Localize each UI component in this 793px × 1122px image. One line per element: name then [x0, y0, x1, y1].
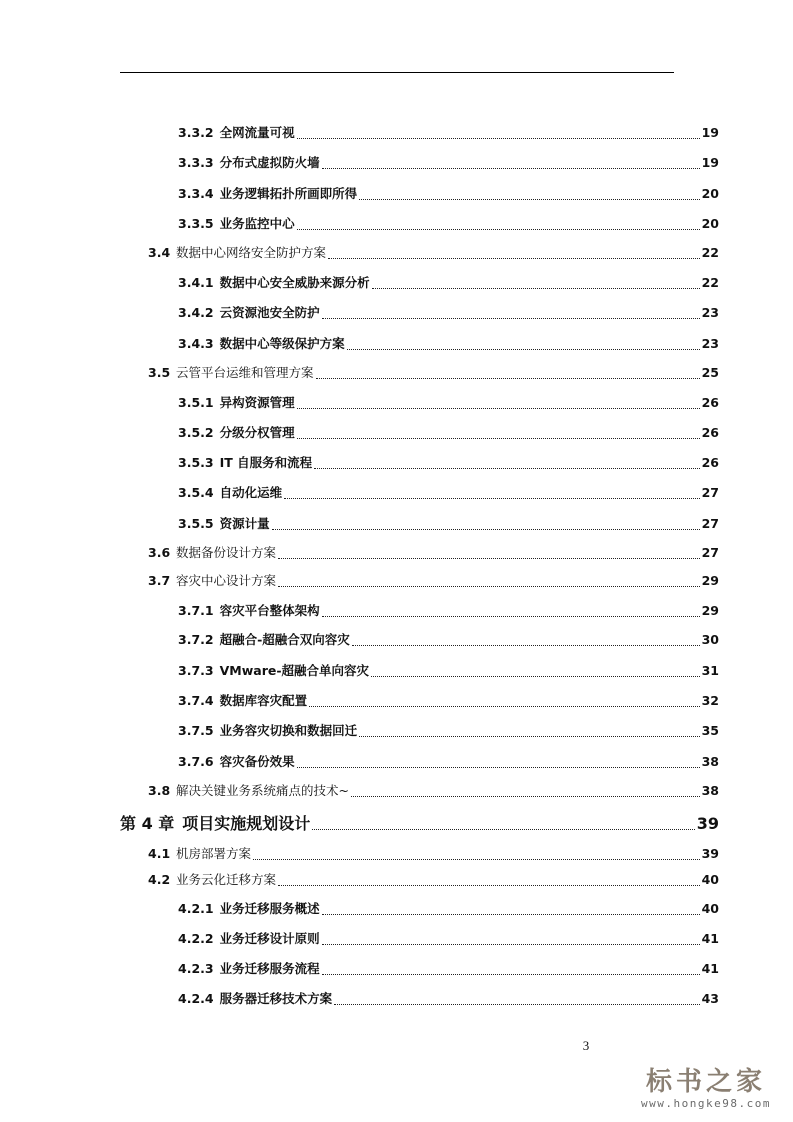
dot-leader [322, 914, 700, 915]
toc-entry-title: 服务器迁移技术方案 [219, 991, 333, 1006]
toc-entry-title: 数据中心网络安全防护方案 [176, 245, 327, 260]
toc-entry-page: 39 [701, 846, 719, 861]
toc-entry-page: 40 [701, 901, 719, 916]
toc-entry[interactable] [148, 781, 719, 801]
watermark-logo [631, 1067, 781, 1110]
dot-leader [322, 616, 700, 617]
toc-entry-number: 3.7.1 [178, 603, 214, 618]
dot-leader [359, 736, 699, 737]
toc-entry-title: 机房部署方案 [176, 846, 252, 861]
toc-entry-page: 23 [701, 336, 719, 351]
toc-entry-title: 自动化运维 [219, 485, 283, 500]
dot-leader [322, 318, 700, 319]
toc-entry[interactable] [178, 721, 719, 741]
toc-entry[interactable] [178, 184, 719, 204]
toc-entry-number: 3.3.5 [178, 216, 214, 231]
toc-entry-number: 3.6 [148, 545, 171, 560]
toc-entry[interactable] [178, 691, 719, 711]
toc-entry[interactable] [178, 303, 719, 323]
toc-entry-page: 29 [701, 603, 719, 618]
toc-entry[interactable] [148, 243, 719, 263]
toc-entry[interactable] [178, 423, 719, 443]
toc-entry[interactable] [178, 483, 719, 503]
toc-entry-number: 3.7.6 [178, 754, 214, 769]
toc-entry[interactable] [148, 870, 719, 890]
dot-leader [297, 408, 700, 409]
toc-entry-page: 30 [701, 632, 719, 647]
toc-entry[interactable] [148, 571, 719, 591]
toc-entry-number: 4.2.3 [178, 961, 214, 976]
dot-leader [309, 706, 699, 707]
dot-leader [278, 586, 700, 587]
toc-entry-title: 业务迁移服务流程 [219, 961, 320, 976]
toc-entry-number: 3.3.2 [178, 125, 214, 140]
toc-entry-page: 25 [701, 365, 719, 380]
toc-entry-title: 业务迁移设计原则 [219, 931, 320, 946]
toc-entry-number: 3.7.2 [178, 632, 214, 647]
toc-entry[interactable] [148, 363, 719, 383]
toc-entry[interactable] [178, 661, 719, 681]
toc-entry-number: 3.7.5 [178, 723, 214, 738]
toc-entry-page: 35 [701, 723, 719, 738]
dot-leader [297, 229, 700, 230]
dot-leader [314, 468, 699, 469]
toc-entry-page: 20 [701, 186, 719, 201]
dot-leader [278, 885, 700, 886]
toc-entry[interactable] [178, 959, 719, 979]
toc-entry-title: 资源计量 [219, 516, 270, 531]
toc-entry[interactable] [178, 453, 719, 473]
toc-entry-page: 27 [701, 485, 719, 500]
toc-entry-title: 异构资源管理 [219, 395, 295, 410]
toc-entry-page: 27 [701, 516, 719, 531]
toc-entry-title: 业务迁移服务概述 [219, 901, 320, 916]
toc-entry[interactable] [148, 543, 719, 563]
dot-leader [322, 168, 700, 169]
toc-entry-number: 4.1 [148, 846, 171, 861]
toc-entry-page: 26 [701, 455, 719, 470]
toc-entry-title: VMware-超融合单向容灾 [219, 663, 370, 678]
toc-entry-page: 22 [701, 245, 719, 260]
toc-entry-number: 3.7 [148, 573, 171, 588]
toc-entry-number: 3.5.5 [178, 516, 214, 531]
dot-leader [347, 349, 700, 350]
toc-entry-title: 全网流量可视 [219, 125, 295, 140]
toc-entry-title: 数据备份设计方案 [176, 545, 277, 560]
toc-entry-number: 3.5.2 [178, 425, 214, 440]
toc-entry[interactable] [178, 929, 719, 949]
toc-entry-title: 容灾备份效果 [219, 754, 295, 769]
toc-entry[interactable] [178, 514, 719, 534]
dot-leader [359, 199, 699, 200]
toc-entry-number: 3.4.3 [178, 336, 214, 351]
toc-entry-title: 分级分权管理 [219, 425, 295, 440]
toc-entry[interactable] [178, 630, 719, 650]
toc-entry-title: 业务云化迁移方案 [176, 872, 277, 887]
toc-entry[interactable] [178, 393, 719, 413]
dot-leader [351, 796, 700, 797]
toc-entry-title: 云管平台运维和管理方案 [176, 365, 314, 380]
toc-entry[interactable] [178, 752, 719, 772]
toc-entry-title: 解决关键业务系统痛点的技术~ [176, 783, 349, 798]
toc-entry-title: 云资源池安全防护 [219, 305, 320, 320]
dot-leader [352, 645, 700, 646]
toc-entry-page: 38 [701, 754, 719, 769]
toc-entry-title: 业务容灾切换和数据回迁 [219, 723, 358, 738]
toc-entry-number: 3.4 [148, 245, 171, 260]
dot-leader [372, 288, 700, 289]
toc-entry-page: 41 [701, 931, 719, 946]
toc-entry-number: 3.7.4 [178, 693, 214, 708]
toc-entry[interactable] [120, 812, 719, 836]
dot-leader [371, 676, 700, 677]
dot-leader [253, 859, 700, 860]
toc-entry-page: 29 [701, 573, 719, 588]
toc-entry-page: 26 [701, 395, 719, 410]
toc-entry-title: 分布式虚拟防火墙 [219, 155, 320, 170]
toc-entry-page: 39 [696, 814, 719, 833]
dot-leader [297, 438, 700, 439]
dot-leader [278, 558, 700, 559]
dot-leader [272, 529, 700, 530]
toc-entry-page: 38 [701, 783, 719, 798]
toc-entry-page: 43 [701, 991, 719, 1006]
toc-entry-title: 数据中心等级保护方案 [219, 336, 345, 351]
toc-entry-number: 3.4.2 [178, 305, 214, 320]
toc-entry-title: 业务监控中心 [219, 216, 295, 231]
dot-leader [312, 829, 694, 830]
page-number: 3 [582, 1038, 590, 1053]
toc-entry-number: 3.5.1 [178, 395, 214, 410]
watermark-title: 标书之家 [645, 1067, 766, 1097]
toc-entry-page: 23 [701, 305, 719, 320]
toc-entry-number: 3.5.3 [178, 455, 214, 470]
toc-entry-page: 19 [701, 155, 719, 170]
watermark-url: www.hongke98.com [641, 1097, 771, 1110]
toc-entry[interactable] [178, 153, 719, 173]
toc-entry-number: 第 4 章 [120, 814, 175, 833]
dot-leader [322, 974, 700, 975]
toc-entry-number: 3.4.1 [178, 275, 214, 290]
toc-entry-title: 容灾平台整体架构 [219, 603, 320, 618]
dot-leader [334, 1004, 699, 1005]
toc-entry[interactable] [178, 214, 719, 234]
dot-leader [322, 944, 700, 945]
toc-entry-number: 3.7.3 [178, 663, 214, 678]
toc-entry-page: 41 [701, 961, 719, 976]
toc-entry-page: 27 [701, 545, 719, 560]
toc-entry[interactable] [178, 899, 719, 919]
toc-entry-page: 26 [701, 425, 719, 440]
header-rule [120, 72, 674, 73]
toc-entry-title: 项目实施规划设计 [182, 814, 311, 833]
toc-entry[interactable] [178, 989, 719, 1009]
toc-entry-number: 4.2 [148, 872, 171, 887]
toc-entry-page: 20 [701, 216, 719, 231]
toc-entry-number: 3.3.4 [178, 186, 214, 201]
toc-entry-page: 22 [701, 275, 719, 290]
toc-entry-page: 19 [701, 125, 719, 140]
toc-entry[interactable] [148, 844, 719, 864]
toc-entry-title: 数据中心安全威胁来源分析 [219, 275, 370, 290]
dot-leader [297, 138, 700, 139]
toc-entry-page: 40 [701, 872, 719, 887]
dot-leader [284, 498, 699, 499]
dot-leader [297, 767, 700, 768]
toc-entry-number: 4.2.1 [178, 901, 214, 916]
toc-entry-title: 容灾中心设计方案 [176, 573, 277, 588]
toc-entry-page: 31 [701, 663, 719, 678]
dot-leader [316, 378, 700, 379]
toc-entry-title: IT 自服务和流程 [219, 455, 313, 470]
toc-entry[interactable] [178, 601, 719, 621]
toc-entry-number: 4.2.2 [178, 931, 214, 946]
toc-entry-number: 3.5 [148, 365, 171, 380]
toc-entry[interactable] [178, 123, 719, 143]
toc-entry-title: 数据库容灾配置 [219, 693, 308, 708]
dot-leader [328, 258, 700, 259]
toc-entry-number: 4.2.4 [178, 991, 214, 1006]
toc-entry-title: 业务逻辑拓扑所画即所得 [219, 186, 358, 201]
toc-entry-page: 32 [701, 693, 719, 708]
toc-entry-number: 3.3.3 [178, 155, 214, 170]
toc-entry-title: 超融合-超融合双向容灾 [219, 632, 350, 647]
toc-entry[interactable] [178, 273, 719, 293]
toc-entry-number: 3.5.4 [178, 485, 214, 500]
toc-entry-number: 3.8 [148, 783, 171, 798]
toc-entry[interactable] [178, 334, 719, 354]
